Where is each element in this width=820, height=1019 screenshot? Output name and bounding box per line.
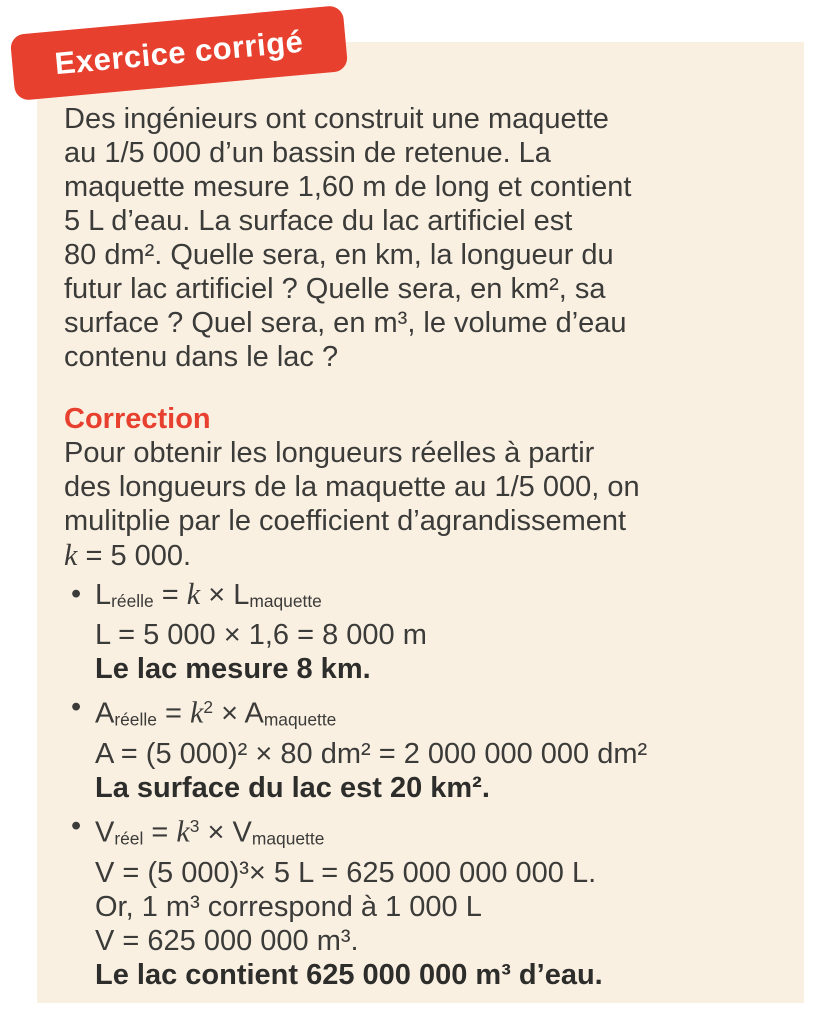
exercise-panel — [37, 42, 804, 1003]
solution-list — [64, 577, 780, 992]
exercise-line: contenu dans le lac ? — [64, 341, 339, 373]
calc-line: V = 625 000 000 m³. — [95, 924, 359, 957]
exercise-line: Des ingénieurs ont construit une maquette — [64, 103, 609, 135]
solution-item-area — [64, 690, 780, 805]
conclusion-line: Le lac mesure 8 km. — [95, 653, 371, 686]
bullet-marker: • — [71, 578, 82, 610]
conclusion-line: Le lac contient 625 000 000 m³ d’eau. — [95, 958, 603, 991]
calc-line: Or, 1 m³ correspond à 1 000 L — [95, 890, 482, 923]
intro-line: mulitplie par le coefficient d’agrandissement — [64, 505, 627, 537]
intro-line: des longueurs de la maquette au 1/5 000, on — [64, 471, 640, 503]
exercise-line: 5 L d’eau. La surface du lac artificiel est — [64, 205, 573, 237]
conclusion-line: La surface du lac est 20 km². — [95, 771, 490, 804]
solution-item-length — [64, 577, 780, 686]
bullet-marker: • — [71, 809, 82, 842]
exercise-line: maquette mesure 1,60 m de long et contient — [64, 171, 632, 203]
exercise-line: au 1/5 000 d’un bassin de retenue. La — [64, 137, 551, 169]
solution-item-volume — [64, 809, 780, 992]
exercise-statement — [64, 102, 780, 374]
exercise-line: futur lac artificiel ? Quelle sera, en km², sa — [64, 273, 606, 305]
bullet-body — [95, 690, 780, 805]
calc-line: V = (5 000)³× 5 L = 625 000 000 000 L. — [95, 856, 597, 889]
badge-label: Exercice corrigé — [53, 23, 305, 82]
correction-heading: Correction — [64, 403, 211, 435]
intro-line: Pour obtenir les longueurs réelles à partir — [64, 437, 595, 469]
calc-line: A = (5 000)² × 80 dm² = 2 000 000 000 dm² — [95, 737, 648, 770]
exercise-line: 80 dm². Quelle sera, en km, la longueur du — [64, 239, 614, 271]
correction-intro — [64, 436, 780, 573]
coefficient-line: k = 5 000. — [64, 538, 192, 572]
formula-line: Aréelle = $k^2$ × Amaquette — [95, 695, 337, 730]
calc-line: L = 5 000 × 1,6 = 8 000 m — [95, 619, 427, 652]
bullet-body — [95, 809, 780, 992]
bullet-marker: • — [71, 691, 82, 724]
bullet-body — [95, 577, 780, 686]
exercise-line: surface ? Quel sera, en m³, le volume d’eau — [64, 307, 627, 339]
formula-line: Vréel = $k^3$ × Vmaquette — [95, 814, 325, 849]
formula-line: Lréelle = k × Lmaquette — [95, 577, 322, 612]
